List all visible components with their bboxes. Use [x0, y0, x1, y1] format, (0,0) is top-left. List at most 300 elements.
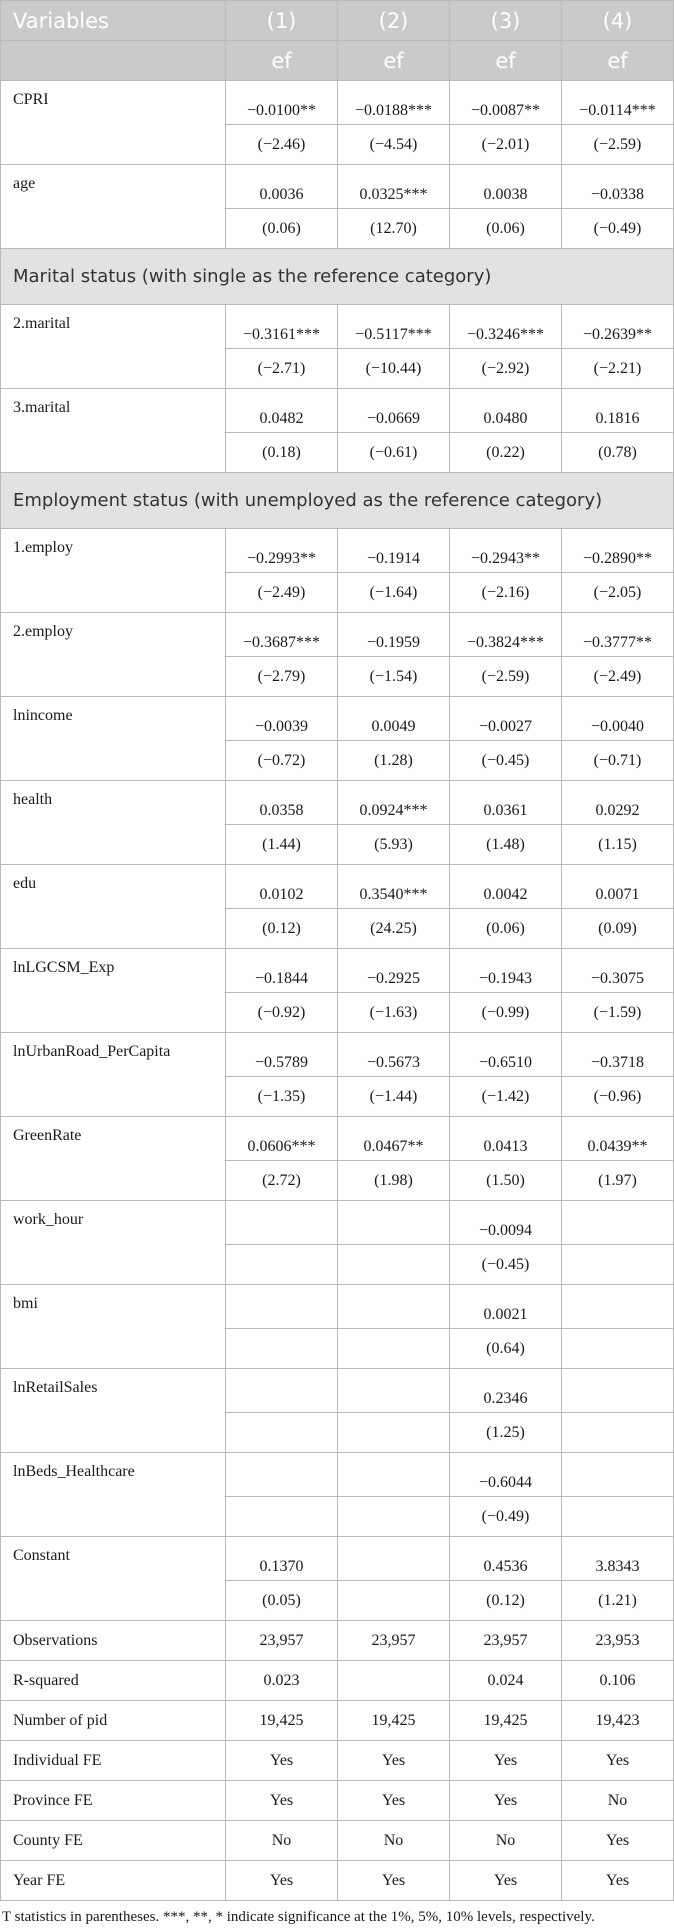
tstat-cell [450, 349, 562, 389]
coef-cell-text: 0.0924*** [359, 802, 428, 819]
tstat-cell [226, 433, 338, 473]
stat-value [450, 1661, 562, 1701]
tstat-cell-text: (0.06) [486, 219, 525, 237]
tstat-cell-text: (−4.54) [369, 135, 418, 153]
tstat-cell-text: (0.78) [598, 443, 637, 461]
coef-cell [562, 389, 674, 433]
tstat-cell-text: (−0.92) [257, 1003, 306, 1021]
tstat-cell [226, 1413, 338, 1453]
variable-name-text: Constant [13, 1547, 70, 1564]
coef-cell [450, 1201, 562, 1245]
coef-cell [562, 165, 674, 209]
coef-cell-text: 0.0361 [483, 802, 528, 819]
tstat-cell [226, 1497, 338, 1537]
coef-cell [562, 1453, 674, 1497]
tstat-cell [562, 1161, 674, 1201]
stat-value-text: Yes [605, 1871, 630, 1889]
tstat-cell-text: (0.22) [486, 443, 525, 461]
stat-value [338, 1741, 450, 1781]
coef-cell [450, 949, 562, 993]
stat-value [338, 1701, 450, 1741]
table-row-coef [1, 1117, 674, 1161]
tstat-cell [450, 573, 562, 613]
variable-name [1, 613, 226, 697]
stat-value [450, 1621, 562, 1661]
variable-name-text: lnUrbanRoad_PerCapita [13, 1043, 171, 1060]
stat-value-text: 19,425 [259, 1711, 304, 1729]
header-depvar-4: ef [562, 41, 674, 81]
tstat-cell [338, 573, 450, 613]
coef-cell-text: 0.0325*** [359, 186, 428, 203]
tstat-cell-text: (−2.05) [593, 583, 642, 601]
tstat-cell [338, 1329, 450, 1369]
table-row-coef [1, 305, 674, 349]
coef-cell-text: −0.6044 [478, 1474, 533, 1491]
stat-value [226, 1821, 338, 1861]
tstat-cell [338, 909, 450, 949]
stat-value [226, 1661, 338, 1701]
table-row-coef [1, 1453, 674, 1497]
stat-name-text: Individual FE [13, 1751, 102, 1769]
tstat-cell [450, 1413, 562, 1453]
coef-cell-text: 0.0480 [483, 410, 528, 427]
stat-value [562, 1781, 674, 1821]
tstat-cell [338, 125, 450, 165]
variable-name [1, 949, 226, 1033]
tstat-cell [226, 1161, 338, 1201]
coef-cell-text: −0.3075 [590, 970, 645, 987]
stats-row [1, 1661, 674, 1701]
tstat-cell [450, 1245, 562, 1285]
tstat-cell [226, 125, 338, 165]
stat-value-text: 23,953 [595, 1631, 640, 1649]
coef-cell [450, 697, 562, 741]
tstat-cell [562, 1245, 674, 1285]
stat-value-text: No [383, 1831, 404, 1849]
coef-cell [226, 81, 338, 125]
tstat-cell [226, 349, 338, 389]
tstat-cell-text: (−2.21) [593, 359, 642, 377]
stat-value-text: 19,425 [483, 1711, 528, 1729]
stat-value [562, 1861, 674, 1901]
stats-row [1, 1781, 674, 1821]
tstat-cell [338, 1497, 450, 1537]
coef-cell-text: −0.2943** [470, 550, 541, 567]
coef-cell-text: −0.2890** [582, 550, 653, 567]
tstat-cell [450, 1161, 562, 1201]
coef-cell [226, 1537, 338, 1581]
variable-name-text: lnBeds_Healthcare [13, 1463, 135, 1480]
table-row-coef [1, 1201, 674, 1245]
tstat-cell-text: (−2.92) [481, 359, 530, 377]
stat-value-text: No [607, 1791, 628, 1809]
header-row-columns [1, 1, 674, 41]
tstat-cell-text: (0.12) [262, 919, 301, 937]
section-title: Marital status (with single as the reference category) [1, 249, 674, 305]
coef-cell [450, 165, 562, 209]
stat-value-text: 0.023 [263, 1671, 300, 1689]
coef-cell [450, 1537, 562, 1581]
tstat-cell-text: (−2.01) [481, 135, 530, 153]
coef-cell [338, 529, 450, 573]
variable-name [1, 1453, 226, 1537]
stats-row [1, 1741, 674, 1781]
coef-cell [338, 697, 450, 741]
tstat-cell [226, 657, 338, 697]
tstat-cell-text: (1.44) [262, 835, 301, 853]
coef-cell-text: −0.1914 [366, 550, 421, 567]
coef-cell [226, 1285, 338, 1329]
tstat-cell-text: (1.21) [598, 1591, 637, 1609]
header-col-4: (4) [562, 1, 674, 41]
coef-cell-text: 0.0482 [259, 410, 304, 427]
coef-cell [450, 529, 562, 573]
stat-value [338, 1861, 450, 1901]
tstat-cell-text: (−10.44) [365, 359, 422, 377]
tstat-cell-text: (−0.71) [593, 751, 642, 769]
coef-cell-text: 0.0292 [595, 802, 640, 819]
coef-cell-text: 0.0102 [259, 886, 304, 903]
coef-cell-text: 0.1370 [259, 1558, 304, 1575]
tstat-cell-text: (0.18) [262, 443, 301, 461]
table-row-coef [1, 529, 674, 573]
stats-row [1, 1621, 674, 1661]
stat-value-text: Yes [269, 1751, 294, 1769]
stat-value [562, 1821, 674, 1861]
stat-value [226, 1861, 338, 1901]
tstat-cell-text: (1.98) [374, 1171, 413, 1189]
table-row-coef [1, 697, 674, 741]
tstat-cell [338, 433, 450, 473]
tstat-cell [450, 209, 562, 249]
tstat-cell-text: (−2.59) [593, 135, 642, 153]
variable-name [1, 305, 226, 389]
tstat-cell [562, 209, 674, 249]
coef-cell [226, 1117, 338, 1161]
stat-value [338, 1781, 450, 1821]
section-header [1, 249, 674, 305]
coef-cell [338, 389, 450, 433]
coef-cell [226, 1201, 338, 1245]
stat-value-text: Yes [381, 1791, 406, 1809]
tstat-cell-text: (0.05) [262, 1591, 301, 1609]
coef-cell-text: 0.1816 [595, 410, 640, 427]
stat-name-text: Province FE [13, 1791, 93, 1809]
variable-name-text: 2.employ [13, 623, 73, 640]
tstat-cell [450, 993, 562, 1033]
tstat-cell [450, 657, 562, 697]
tstat-cell [226, 993, 338, 1033]
coef-cell [562, 81, 674, 125]
coef-cell-text: 0.0467** [363, 1138, 424, 1155]
coef-cell [450, 613, 562, 657]
stat-value [226, 1741, 338, 1781]
header-variables: Variables [1, 1, 226, 41]
coef-cell [562, 697, 674, 741]
tstat-cell [338, 993, 450, 1033]
coef-cell [562, 1033, 674, 1077]
stat-value-text: Yes [493, 1791, 518, 1809]
tstat-cell [226, 1245, 338, 1285]
table-footnote: T statistics in parentheses. ***, **, * indicate significance at the 1%, 5%, 10% levels, respectively. [2, 1909, 595, 1925]
variable-name-text: GreenRate [13, 1127, 82, 1144]
stats-row [1, 1861, 674, 1901]
variable-name [1, 781, 226, 865]
stat-value-text: Yes [493, 1871, 518, 1889]
tstat-cell [338, 657, 450, 697]
table-row-coef [1, 81, 674, 125]
stat-name [1, 1861, 226, 1901]
coef-cell [562, 865, 674, 909]
coef-cell [338, 1033, 450, 1077]
coef-cell [226, 389, 338, 433]
stat-value-text: Yes [381, 1871, 406, 1889]
coef-cell-text: −0.0100** [246, 102, 317, 119]
tstat-cell-text: (−0.49) [593, 219, 642, 237]
tstat-cell [226, 1329, 338, 1369]
stat-value [338, 1821, 450, 1861]
coef-cell [226, 949, 338, 993]
tstat-cell-text: (−0.72) [257, 751, 306, 769]
coef-cell-text: 0.0036 [259, 186, 304, 203]
tstat-cell [226, 1581, 338, 1621]
coef-cell [338, 781, 450, 825]
tstat-cell [226, 909, 338, 949]
coef-cell [562, 1537, 674, 1581]
variable-name-text: age [13, 175, 36, 192]
header-col-2: (2) [338, 1, 450, 41]
variable-name [1, 81, 226, 165]
variable-name [1, 1369, 226, 1453]
table-row-coef [1, 613, 674, 657]
coef-cell [562, 529, 674, 573]
tstat-cell [562, 349, 674, 389]
stat-name [1, 1821, 226, 1861]
header-blank [1, 41, 226, 81]
tstat-cell-text: (−2.59) [481, 667, 530, 685]
coef-cell [226, 1033, 338, 1077]
coef-cell [562, 781, 674, 825]
header-row-depvar [1, 41, 674, 81]
variable-name-text: work_hour [13, 1211, 84, 1228]
tstat-cell [562, 433, 674, 473]
tstat-cell [338, 1161, 450, 1201]
tstat-cell-text: (1.25) [486, 1423, 525, 1441]
tstat-cell [450, 1497, 562, 1537]
tstat-cell [338, 349, 450, 389]
tstat-cell-text: (−2.71) [257, 359, 306, 377]
tstat-cell-text: (−2.49) [593, 667, 642, 685]
variable-name [1, 1201, 226, 1285]
tstat-cell [338, 1581, 450, 1621]
tstat-cell-text: (−1.54) [369, 667, 418, 685]
stat-value-text: 19,425 [371, 1711, 416, 1729]
coef-cell-text: −0.3718 [590, 1054, 645, 1071]
coef-cell-text: −0.0039 [254, 718, 309, 735]
coef-cell-text: 3.8343 [595, 1558, 640, 1575]
tstat-cell [450, 433, 562, 473]
variable-name [1, 165, 226, 249]
tstat-cell-text: (24.25) [370, 919, 417, 937]
tstat-cell-text: (−0.45) [481, 751, 530, 769]
header-col-1: (1) [226, 1, 338, 41]
coef-cell [450, 305, 562, 349]
stat-value [450, 1861, 562, 1901]
coef-cell-text: 0.0038 [483, 186, 528, 203]
variable-name-text: lnRetailSales [13, 1379, 98, 1396]
stat-name-text: R-squared [13, 1671, 79, 1689]
tstat-cell [562, 657, 674, 697]
coef-cell [562, 1285, 674, 1329]
tstat-cell-text: (1.15) [598, 835, 637, 853]
stat-name [1, 1781, 226, 1821]
table-row-coef [1, 949, 674, 993]
coef-cell-text: 0.0439** [587, 1138, 648, 1155]
tstat-cell [450, 125, 562, 165]
tstat-cell-text: (−2.49) [257, 583, 306, 601]
coef-cell [450, 781, 562, 825]
tstat-cell [562, 1413, 674, 1453]
coef-cell [338, 1201, 450, 1245]
tstat-cell [562, 573, 674, 613]
tstat-cell [562, 741, 674, 781]
stat-name [1, 1621, 226, 1661]
stat-value [562, 1621, 674, 1661]
coef-cell-text: 0.0358 [259, 802, 304, 819]
coef-cell-text: −0.1844 [254, 970, 309, 987]
coef-cell [562, 305, 674, 349]
coef-cell-text: 0.0071 [595, 886, 640, 903]
coef-cell-text: 0.3540*** [359, 886, 428, 903]
coef-cell-text: 0.0021 [483, 1306, 528, 1323]
coef-cell-text: −0.5673 [366, 1054, 421, 1071]
coef-cell [338, 81, 450, 125]
coef-cell-text: −0.3824*** [466, 634, 545, 651]
coef-cell [338, 1453, 450, 1497]
tstat-cell-text: (0.06) [262, 219, 301, 237]
tstat-cell-text: (0.64) [486, 1339, 525, 1357]
stat-value-text: Yes [493, 1751, 518, 1769]
coef-cell [338, 613, 450, 657]
stat-value-text: Yes [269, 1791, 294, 1809]
coef-cell-text: −0.0188*** [354, 102, 433, 119]
tstat-cell-text: (−2.46) [257, 135, 306, 153]
coef-cell-text: −0.5117*** [355, 326, 432, 343]
coef-cell [338, 865, 450, 909]
variable-name-text: CPRI [13, 91, 49, 108]
tstat-cell [338, 209, 450, 249]
stat-value-text: No [271, 1831, 292, 1849]
coef-cell [338, 1117, 450, 1161]
tstat-cell-text: (−0.61) [369, 443, 418, 461]
table-row-coef [1, 1537, 674, 1581]
stat-name-text: County FE [13, 1831, 83, 1849]
tstat-cell [450, 1329, 562, 1369]
tstat-cell-text: (1.48) [486, 835, 525, 853]
stat-name [1, 1661, 226, 1701]
stat-name [1, 1741, 226, 1781]
tstat-cell [338, 825, 450, 865]
stat-value [450, 1741, 562, 1781]
variable-name [1, 697, 226, 781]
table-row-coef [1, 1285, 674, 1329]
coef-cell [562, 1201, 674, 1245]
variable-name-text: lnLGCSM_Exp [13, 959, 115, 976]
table-row-coef [1, 165, 674, 209]
coef-cell [338, 1537, 450, 1581]
coef-cell-text: −0.3777** [582, 634, 653, 651]
tstat-cell [450, 825, 562, 865]
tstat-cell-text: (−0.99) [481, 1003, 530, 1021]
coef-cell [226, 165, 338, 209]
stat-value-text: 23,957 [483, 1631, 528, 1649]
coef-cell [226, 781, 338, 825]
coef-cell-text: −0.0114*** [579, 102, 656, 119]
variable-name-text: 3.marital [13, 399, 71, 416]
coef-cell [338, 949, 450, 993]
coef-cell [450, 865, 562, 909]
tstat-cell-text: (−1.64) [369, 583, 418, 601]
coef-cell [338, 165, 450, 209]
coef-cell [450, 1117, 562, 1161]
coef-cell-text: −0.2925 [366, 970, 421, 987]
coef-cell-text: 0.0606*** [247, 1138, 316, 1155]
stat-value [338, 1621, 450, 1661]
variable-name [1, 389, 226, 473]
coef-cell-text: 0.0049 [371, 718, 416, 735]
stat-value [226, 1621, 338, 1661]
stat-name-text: Year FE [13, 1871, 66, 1889]
tstat-cell [562, 909, 674, 949]
coef-cell [226, 529, 338, 573]
stat-name-text: Number of pid [13, 1711, 108, 1729]
coef-cell [450, 1369, 562, 1413]
coef-cell-text: −0.2639** [582, 326, 653, 343]
coef-cell-text: −0.0040 [590, 718, 645, 735]
variable-name-text: edu [13, 875, 37, 892]
coef-cell-text: −0.0087** [470, 102, 541, 119]
variable-name-text: bmi [13, 1295, 38, 1312]
stat-value-text: Yes [381, 1751, 406, 1769]
header-depvar-2: ef [338, 41, 450, 81]
tstat-cell [562, 825, 674, 865]
tstat-cell [450, 741, 562, 781]
table-row-coef [1, 389, 674, 433]
coef-cell [226, 305, 338, 349]
variable-name-text: 2.marital [13, 315, 71, 332]
stat-value-text: Yes [269, 1871, 294, 1889]
stats-row [1, 1701, 674, 1741]
coef-cell-text: −0.5789 [254, 1054, 309, 1071]
variable-name [1, 529, 226, 613]
coef-cell-text: −0.0027 [478, 718, 533, 735]
tstat-cell [562, 1581, 674, 1621]
stat-value-text: 19,423 [595, 1711, 640, 1729]
table-row-coef [1, 1033, 674, 1077]
tstat-cell [226, 1077, 338, 1117]
tstat-cell-text: (0.06) [486, 919, 525, 937]
tstat-cell [226, 741, 338, 781]
stat-value [562, 1741, 674, 1781]
stat-name-text: Observations [13, 1631, 98, 1649]
tstat-cell-text: (0.12) [486, 1591, 525, 1609]
tstat-cell [226, 825, 338, 865]
coef-cell-text: −0.0338 [590, 186, 645, 203]
stat-value [562, 1661, 674, 1701]
tstat-cell-text: (−0.96) [593, 1087, 642, 1105]
tstat-cell-text: (−1.42) [481, 1087, 530, 1105]
tstat-cell-text: (12.70) [370, 219, 417, 237]
